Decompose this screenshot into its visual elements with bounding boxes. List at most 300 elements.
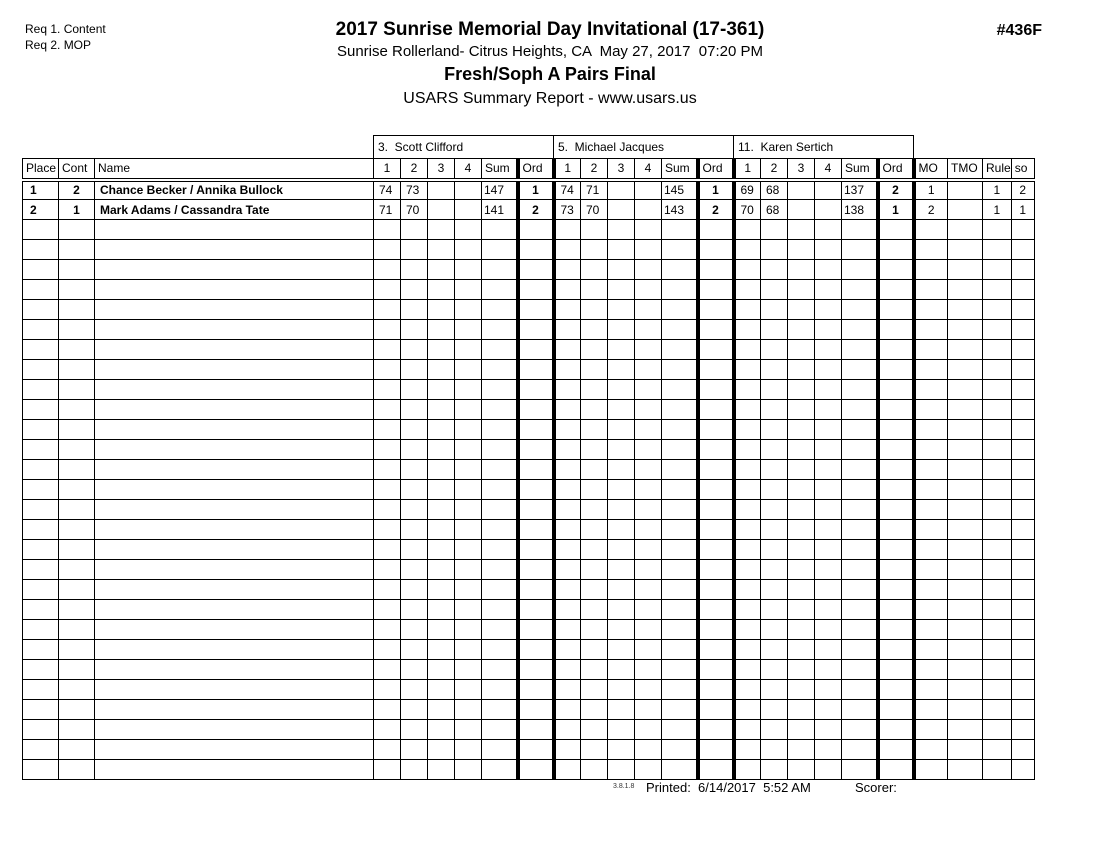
sum-cell bbox=[842, 560, 878, 580]
score-cell bbox=[428, 720, 455, 740]
score-cell bbox=[374, 340, 401, 360]
sum-cell bbox=[482, 380, 518, 400]
sum-cell bbox=[842, 500, 878, 520]
score-cell bbox=[428, 680, 455, 700]
score-cell bbox=[734, 260, 761, 280]
rule-cell bbox=[983, 500, 1012, 520]
ordinal-cell bbox=[518, 440, 554, 460]
ordinal-cell bbox=[878, 660, 914, 680]
ordinal-cell bbox=[698, 220, 734, 240]
score-cell bbox=[581, 220, 608, 240]
page-title: 2017 Sunrise Memorial Day Invitational (17-361) bbox=[335, 19, 765, 40]
ordinal-cell bbox=[698, 720, 734, 740]
score-cell: 70 bbox=[734, 200, 761, 220]
ordinal-cell bbox=[698, 580, 734, 600]
rule-cell bbox=[983, 580, 1012, 600]
score-cell bbox=[608, 380, 635, 400]
total-majority-ordinal-cell bbox=[948, 740, 983, 760]
ordinal-cell bbox=[518, 420, 554, 440]
sum-cell bbox=[662, 260, 698, 280]
name-cell bbox=[95, 600, 374, 620]
score-cell bbox=[815, 540, 842, 560]
rule-cell bbox=[983, 320, 1012, 340]
score-cell bbox=[635, 480, 662, 500]
col-header-score-4: 4 bbox=[455, 159, 482, 180]
score-cell bbox=[761, 480, 788, 500]
sum-cell bbox=[482, 660, 518, 680]
ordinal-cell bbox=[518, 660, 554, 680]
score-cell bbox=[455, 700, 482, 720]
score-cell bbox=[428, 300, 455, 320]
ordinal-cell bbox=[878, 560, 914, 580]
sum-ordinals-cell bbox=[1011, 660, 1034, 680]
score-cell bbox=[374, 360, 401, 380]
column-header-row bbox=[23, 159, 1035, 180]
score-cell bbox=[788, 260, 815, 280]
place-cell bbox=[23, 620, 59, 640]
score-cell bbox=[608, 340, 635, 360]
ordinal-cell bbox=[698, 620, 734, 640]
score-cell bbox=[374, 520, 401, 540]
printed-timestamp-label: Printed: 6/14/2017 5:52 AM bbox=[646, 780, 811, 795]
score-cell bbox=[374, 260, 401, 280]
name-cell: Mark Adams / Cassandra Tate bbox=[95, 200, 374, 220]
rule-cell bbox=[983, 280, 1012, 300]
software-version-label: 3.8.1.8 bbox=[613, 783, 635, 790]
score-cell bbox=[608, 700, 635, 720]
name-cell bbox=[95, 740, 374, 760]
rule-cell bbox=[983, 440, 1012, 460]
score-cell bbox=[401, 720, 428, 740]
col-header-name: Name bbox=[95, 159, 374, 180]
sum-cell bbox=[662, 380, 698, 400]
contestant-number-cell bbox=[59, 740, 95, 760]
score-cell bbox=[788, 240, 815, 260]
table-empty-row bbox=[23, 360, 1035, 380]
score-cell bbox=[815, 320, 842, 340]
ordinal-cell bbox=[878, 520, 914, 540]
name-cell bbox=[95, 240, 374, 260]
sum-cell bbox=[842, 700, 878, 720]
score-cell bbox=[428, 740, 455, 760]
sum-cell bbox=[842, 640, 878, 660]
majority-ordinal-cell bbox=[914, 700, 948, 720]
table-empty-row bbox=[23, 760, 1035, 780]
sum-ordinals-cell bbox=[1011, 340, 1034, 360]
contestant-number-cell: 2 bbox=[59, 180, 95, 200]
majority-ordinal-cell bbox=[914, 240, 948, 260]
report-footer bbox=[0, 780, 1100, 800]
ordinal-cell bbox=[698, 680, 734, 700]
ordinal-cell bbox=[698, 660, 734, 680]
ordinal-cell bbox=[878, 280, 914, 300]
score-cell bbox=[581, 420, 608, 440]
score-cell bbox=[428, 360, 455, 380]
score-cell bbox=[455, 740, 482, 760]
ordinal-cell bbox=[698, 540, 734, 560]
score-cell bbox=[734, 240, 761, 260]
score-cell bbox=[635, 680, 662, 700]
score-cell bbox=[401, 500, 428, 520]
score-cell bbox=[635, 420, 662, 440]
rule-cell bbox=[983, 480, 1012, 500]
score-cell bbox=[455, 260, 482, 280]
score-cell bbox=[554, 500, 581, 520]
sum-cell bbox=[482, 620, 518, 640]
score-cell bbox=[455, 200, 482, 220]
table-row bbox=[23, 200, 1035, 220]
judge-name-cell: 3. Scott Clifford bbox=[374, 136, 554, 159]
place-cell bbox=[23, 680, 59, 700]
sum-ordinals-cell bbox=[1011, 460, 1034, 480]
contestant-number-cell bbox=[59, 280, 95, 300]
score-cell bbox=[608, 620, 635, 640]
score-cell bbox=[734, 360, 761, 380]
score-cell bbox=[581, 760, 608, 780]
score-cell bbox=[788, 600, 815, 620]
score-cell bbox=[401, 560, 428, 580]
score-cell bbox=[788, 280, 815, 300]
sum-cell bbox=[662, 240, 698, 260]
score-cell bbox=[761, 220, 788, 240]
ordinal-cell bbox=[518, 740, 554, 760]
place-cell: 1 bbox=[23, 180, 59, 200]
sum-cell bbox=[662, 500, 698, 520]
sum-ordinals-cell bbox=[1011, 620, 1034, 640]
table-empty-row bbox=[23, 500, 1035, 520]
score-cell bbox=[554, 540, 581, 560]
ordinal-cell bbox=[878, 240, 914, 260]
score-cell bbox=[374, 280, 401, 300]
score-cell bbox=[635, 440, 662, 460]
score-cell bbox=[734, 340, 761, 360]
score-cell bbox=[734, 380, 761, 400]
sum-ordinals-cell bbox=[1011, 300, 1034, 320]
ordinal-cell bbox=[878, 380, 914, 400]
sum-cell bbox=[842, 720, 878, 740]
ordinal-cell bbox=[518, 680, 554, 700]
score-cell bbox=[608, 540, 635, 560]
score-cell bbox=[608, 480, 635, 500]
score-cell bbox=[401, 320, 428, 340]
sum-cell bbox=[482, 440, 518, 460]
score-cell bbox=[815, 740, 842, 760]
name-cell bbox=[95, 220, 374, 240]
score-cell bbox=[581, 700, 608, 720]
score-cell bbox=[374, 480, 401, 500]
score-cell bbox=[608, 560, 635, 580]
ordinal-cell bbox=[518, 500, 554, 520]
score-cell bbox=[761, 540, 788, 560]
ordinal-cell bbox=[878, 740, 914, 760]
rule-cell bbox=[983, 260, 1012, 280]
rule-cell bbox=[983, 340, 1012, 360]
contestant-number-cell bbox=[59, 300, 95, 320]
score-cell bbox=[428, 540, 455, 560]
ordinal-cell bbox=[698, 340, 734, 360]
score-cell bbox=[635, 500, 662, 520]
score-cell bbox=[788, 400, 815, 420]
ordinal-cell bbox=[698, 280, 734, 300]
contestant-number-cell bbox=[59, 260, 95, 280]
score-cell bbox=[761, 520, 788, 540]
score-cell bbox=[788, 700, 815, 720]
majority-ordinal-cell bbox=[914, 460, 948, 480]
total-majority-ordinal-cell bbox=[948, 540, 983, 560]
score-cell bbox=[788, 580, 815, 600]
score-cell bbox=[554, 400, 581, 420]
ordinal-cell bbox=[518, 760, 554, 780]
ordinal-cell bbox=[518, 360, 554, 380]
sum-ordinals-cell bbox=[1011, 480, 1034, 500]
table-empty-row bbox=[23, 340, 1035, 360]
name-cell bbox=[95, 300, 374, 320]
event-number: #436F bbox=[996, 22, 1042, 39]
ordinal-cell bbox=[698, 260, 734, 280]
sum-ordinals-cell bbox=[1011, 540, 1034, 560]
score-cell bbox=[635, 600, 662, 620]
rule-cell: 1 bbox=[983, 180, 1012, 200]
contestant-number-cell bbox=[59, 420, 95, 440]
col-header-score-1: 1 bbox=[554, 159, 581, 180]
rule-cell bbox=[983, 540, 1012, 560]
name-cell bbox=[95, 360, 374, 380]
ordinal-cell: 2 bbox=[518, 200, 554, 220]
ordinal-cell bbox=[698, 760, 734, 780]
ordinal-cell bbox=[878, 500, 914, 520]
sum-cell bbox=[482, 360, 518, 380]
score-cell: 70 bbox=[581, 200, 608, 220]
total-majority-ordinal-cell bbox=[948, 220, 983, 240]
col-header-score-1: 1 bbox=[734, 159, 761, 180]
ordinal-cell bbox=[518, 380, 554, 400]
col-header-score-3: 3 bbox=[788, 159, 815, 180]
score-cell bbox=[635, 400, 662, 420]
sum-cell bbox=[662, 400, 698, 420]
sum-cell bbox=[662, 340, 698, 360]
score-cell bbox=[734, 540, 761, 560]
score-cell bbox=[608, 400, 635, 420]
score-cell bbox=[635, 580, 662, 600]
score-cell bbox=[734, 560, 761, 580]
contestant-number-cell bbox=[59, 380, 95, 400]
total-majority-ordinal-cell bbox=[948, 420, 983, 440]
total-majority-ordinal-cell bbox=[948, 680, 983, 700]
score-cell bbox=[428, 220, 455, 240]
score-cell bbox=[374, 540, 401, 560]
score-cell bbox=[608, 440, 635, 460]
score-cell bbox=[554, 760, 581, 780]
summary-table bbox=[22, 135, 1035, 780]
score-cell bbox=[608, 420, 635, 440]
score-cell bbox=[788, 540, 815, 560]
place-cell bbox=[23, 720, 59, 740]
sum-cell bbox=[482, 600, 518, 620]
majority-ordinal-cell bbox=[914, 300, 948, 320]
score-cell bbox=[554, 460, 581, 480]
score-cell bbox=[815, 180, 842, 200]
score-cell bbox=[734, 680, 761, 700]
rule-cell bbox=[983, 360, 1012, 380]
place-cell bbox=[23, 300, 59, 320]
score-cell bbox=[401, 620, 428, 640]
score-cell bbox=[815, 340, 842, 360]
score-cell bbox=[428, 580, 455, 600]
total-majority-ordinal-cell bbox=[948, 700, 983, 720]
score-cell bbox=[734, 580, 761, 600]
sum-cell bbox=[842, 580, 878, 600]
total-majority-ordinal-cell bbox=[948, 640, 983, 660]
score-cell bbox=[734, 760, 761, 780]
score-cell bbox=[581, 320, 608, 340]
ordinal-cell bbox=[878, 220, 914, 240]
table-empty-row bbox=[23, 640, 1035, 660]
sum-ordinals-cell: 2 bbox=[1011, 180, 1034, 200]
sum-cell bbox=[662, 540, 698, 560]
col-header-ord: Ord bbox=[878, 159, 914, 180]
score-cell bbox=[788, 520, 815, 540]
sum-ordinals-cell bbox=[1011, 220, 1034, 240]
sum-cell bbox=[662, 640, 698, 660]
ordinal-cell bbox=[518, 460, 554, 480]
ordinal-cell bbox=[878, 640, 914, 660]
majority-ordinal-cell bbox=[914, 520, 948, 540]
score-cell bbox=[635, 740, 662, 760]
score-cell bbox=[635, 200, 662, 220]
score-cell bbox=[815, 260, 842, 280]
score-cell bbox=[428, 380, 455, 400]
score-cell bbox=[374, 320, 401, 340]
score-cell bbox=[635, 180, 662, 200]
ordinal-cell bbox=[518, 300, 554, 320]
score-cell bbox=[788, 680, 815, 700]
score-cell bbox=[455, 460, 482, 480]
score-cell bbox=[401, 460, 428, 480]
contestant-number-cell bbox=[59, 620, 95, 640]
score-cell bbox=[455, 600, 482, 620]
score-cell bbox=[815, 360, 842, 380]
score-cell bbox=[554, 260, 581, 280]
score-cell bbox=[428, 400, 455, 420]
score-cell bbox=[788, 440, 815, 460]
total-majority-ordinal-cell bbox=[948, 280, 983, 300]
score-cell bbox=[761, 240, 788, 260]
place-cell bbox=[23, 220, 59, 240]
score-cell bbox=[761, 760, 788, 780]
judge-row-left-blank bbox=[23, 136, 374, 159]
table-empty-row bbox=[23, 380, 1035, 400]
score-cell bbox=[608, 660, 635, 680]
name-cell bbox=[95, 580, 374, 600]
score-cell bbox=[608, 580, 635, 600]
sum-cell bbox=[662, 220, 698, 240]
col-header-score-2: 2 bbox=[581, 159, 608, 180]
rule-cell bbox=[983, 300, 1012, 320]
score-cell bbox=[554, 680, 581, 700]
sum-ordinals-cell bbox=[1011, 520, 1034, 540]
score-cell: 69 bbox=[734, 180, 761, 200]
majority-ordinal-cell bbox=[914, 500, 948, 520]
score-cell bbox=[815, 400, 842, 420]
sum-cell bbox=[662, 660, 698, 680]
score-cell bbox=[761, 400, 788, 420]
score-cell bbox=[734, 300, 761, 320]
ordinal-cell bbox=[878, 760, 914, 780]
name-cell bbox=[95, 480, 374, 500]
score-cell bbox=[401, 380, 428, 400]
score-cell bbox=[374, 600, 401, 620]
majority-ordinal-cell bbox=[914, 580, 948, 600]
place-cell bbox=[23, 240, 59, 260]
score-cell bbox=[608, 520, 635, 540]
name-cell bbox=[95, 500, 374, 520]
score-cell bbox=[581, 480, 608, 500]
total-majority-ordinal-cell bbox=[948, 360, 983, 380]
score-cell: 68 bbox=[761, 200, 788, 220]
sum-cell bbox=[842, 220, 878, 240]
score-cell: 68 bbox=[761, 180, 788, 200]
score-cell bbox=[428, 440, 455, 460]
score-cell bbox=[428, 640, 455, 660]
score-cell bbox=[761, 500, 788, 520]
sum-cell: 138 bbox=[842, 200, 878, 220]
score-cell bbox=[761, 580, 788, 600]
sum-ordinals-cell bbox=[1011, 380, 1034, 400]
score-cell bbox=[815, 460, 842, 480]
score-cell bbox=[554, 700, 581, 720]
score-cell bbox=[401, 600, 428, 620]
majority-ordinal-cell bbox=[914, 220, 948, 240]
sum-cell: 141 bbox=[482, 200, 518, 220]
sum-cell bbox=[842, 760, 878, 780]
score-cell bbox=[815, 640, 842, 660]
majority-ordinal-cell bbox=[914, 560, 948, 580]
sum-cell bbox=[482, 480, 518, 500]
total-majority-ordinal-cell bbox=[948, 400, 983, 420]
place-cell bbox=[23, 540, 59, 560]
score-cell bbox=[815, 560, 842, 580]
rule-cell bbox=[983, 380, 1012, 400]
sum-cell bbox=[842, 660, 878, 680]
score-cell bbox=[554, 360, 581, 380]
score-cell bbox=[554, 720, 581, 740]
ordinal-cell bbox=[518, 520, 554, 540]
score-cell bbox=[788, 180, 815, 200]
score-cell bbox=[635, 540, 662, 560]
col-header-mo: MO bbox=[914, 159, 948, 180]
majority-ordinal-cell bbox=[914, 360, 948, 380]
majority-ordinal-cell bbox=[914, 660, 948, 680]
score-cell bbox=[635, 220, 662, 240]
total-majority-ordinal-cell bbox=[948, 340, 983, 360]
score-cell bbox=[734, 220, 761, 240]
score-cell bbox=[401, 580, 428, 600]
table-empty-row bbox=[23, 560, 1035, 580]
name-cell: Chance Becker / Annika Bullock bbox=[95, 180, 374, 200]
sum-cell: 147 bbox=[482, 180, 518, 200]
score-cell bbox=[554, 340, 581, 360]
score-cell bbox=[401, 480, 428, 500]
score-cell bbox=[401, 520, 428, 540]
total-majority-ordinal-cell bbox=[948, 580, 983, 600]
score-cell bbox=[734, 520, 761, 540]
col-header-score-3: 3 bbox=[428, 159, 455, 180]
table-empty-row bbox=[23, 660, 1035, 680]
score-cell bbox=[401, 260, 428, 280]
name-cell bbox=[95, 320, 374, 340]
ordinal-cell bbox=[698, 740, 734, 760]
table-empty-row bbox=[23, 240, 1035, 260]
